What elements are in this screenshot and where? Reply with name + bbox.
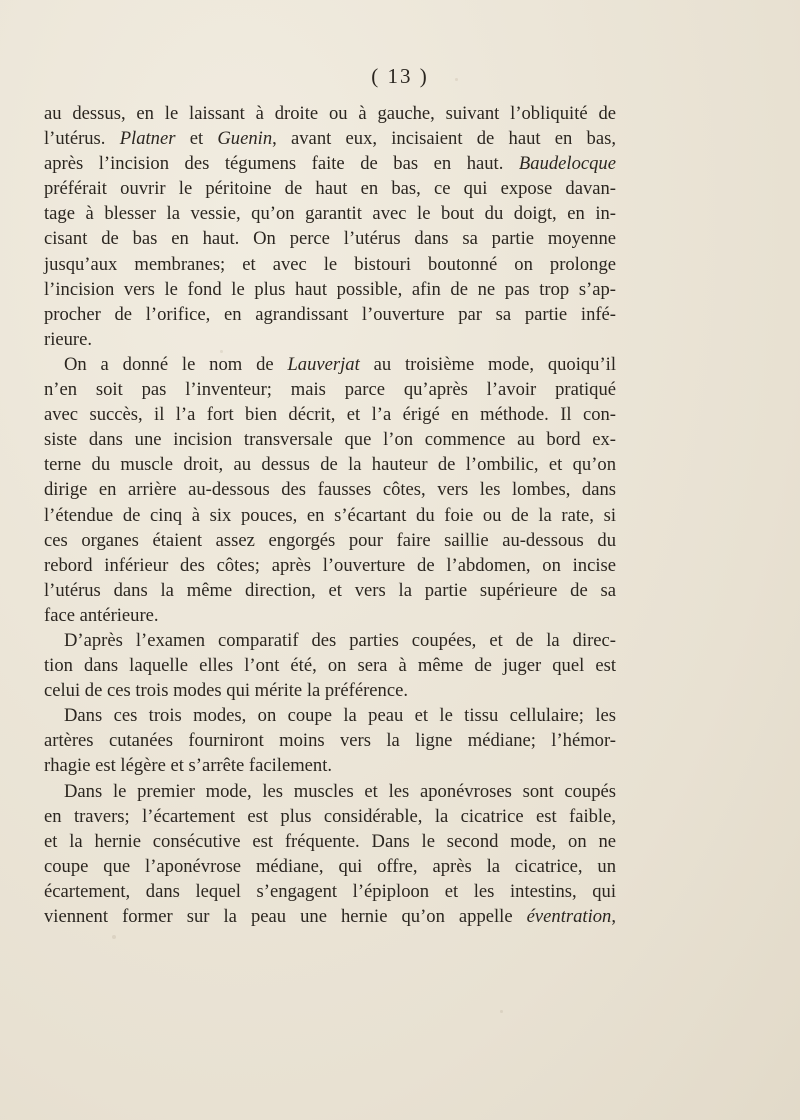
text-line [44, 352, 616, 377]
text-segment: tage à blesser la vessie, qu’on garantit avec le bout du doigt, en in- [44, 203, 616, 225]
text-segment: terne du muscle droit, au dessus de la hauteur de l’ombilic, et qu’on [44, 454, 616, 476]
text-segment: l’incision vers le fond le plus haut possible, afin de ne pas trop s’ap- [44, 278, 616, 300]
text-line [44, 452, 616, 477]
text-segment: , avant eux, incisaient de haut en bas, [272, 128, 616, 150]
text-segment: et la hernie consécutive est fréquente. Dans le second mode, on ne [44, 830, 616, 852]
text-line [44, 327, 616, 352]
italic-name: Lauverjat [287, 353, 360, 375]
text-segment: écartement, dans lequel s’engagent l’épiploon et les intestins, qui [44, 880, 616, 902]
text-segment: préférait ouvrir le péritoine de haut en bas, ce qui expose davan- [44, 178, 616, 200]
text-line [44, 528, 616, 553]
text-segment: procher de l’orifice, en agrandissant l’ouverture par sa partie infé- [44, 303, 616, 325]
text-segment: dirige en arrière au-dessous des fausses côtes, vers les lombes, dans [44, 479, 616, 501]
text-segment: siste dans une incision transversale que l’on commence au bord ex- [44, 429, 616, 451]
text-segment: jusqu’aux membranes; et avec le bistouri boutonné on prolonge [44, 253, 616, 275]
italic-name: Platner [119, 128, 176, 150]
text-segment: n’en soit pas l’inventeur; mais parce qu’après l’avoir pratiqué [44, 379, 616, 401]
text-segment: D’après l’examen comparatif des parties coupées, et de la direc- [64, 629, 616, 651]
text-line [44, 904, 616, 929]
text-line [44, 779, 616, 804]
text-line [44, 603, 616, 628]
text-line [44, 226, 616, 251]
text-segment: au dessus, en le laissant à droite ou à gauche, suivant l’obliquité de [44, 103, 616, 124]
text-segment: au troisième mode, quoiqu’il [359, 353, 616, 375]
text-line [44, 829, 616, 854]
text-line [44, 553, 616, 578]
text-line [44, 176, 616, 201]
text-segment: face antérieure. [44, 604, 159, 626]
text-segment: tion dans laquelle elles l’ont été, on sera à même de juger quel est [44, 655, 616, 677]
text-segment: l’utérus dans la même direction, et vers la partie supérieure de sa [44, 579, 616, 601]
text-line [44, 653, 616, 678]
text-segment: ces organes étaient assez engorgés pour faire saillie au-dessous du [44, 529, 616, 551]
text-line [44, 377, 616, 402]
text-segment: après l’incision des tégumens faite de bas en haut. [44, 153, 519, 175]
text-segment: artères cutanées fourniront moins vers la ligne médiane; l’hémor- [44, 730, 616, 752]
text-line [44, 126, 616, 151]
text-segment: cisant de bas en haut. On perce l’utérus dans sa partie moyenne [44, 228, 616, 250]
text-line [44, 252, 616, 277]
text-segment: et [175, 128, 218, 150]
text-line [44, 101, 616, 126]
text-segment: rhagie est légère et s’arrête facilement. [44, 755, 333, 777]
text-line [44, 503, 616, 528]
text-line [44, 728, 616, 753]
text-line [44, 201, 616, 226]
text-line [44, 628, 616, 653]
text-segment: l’utérus. [44, 128, 120, 150]
italic-name: Guenin [217, 128, 273, 150]
paper-speck [112, 935, 116, 939]
text-line [44, 678, 616, 703]
text-segment: viennent former sur la peau une hernie qu’on appelle [44, 906, 527, 927]
body-text [44, 101, 616, 929]
text-segment: l’étendue de cinq à six pouces, en s’écartant du foie ou de la rate, si [44, 504, 616, 526]
text-segment: On a donné le nom de [64, 353, 288, 375]
text-segment: en travers; l’écartement est plus considérable, la cicatrice est faible, [44, 805, 616, 827]
page-number: ( 13 ) [371, 64, 429, 88]
text-segment: Dans ces trois modes, on coupe la peau et le tissu cellulaire; les [64, 705, 616, 727]
text-line [44, 804, 616, 829]
text-line [44, 277, 616, 302]
text-segment: avec succès, il l’a fort bien décrit, et l’a érigé en méthode. Il con- [44, 404, 616, 426]
text-segment: Dans le premier mode, les muscles et les aponévroses sont coupés [64, 780, 616, 802]
text-line [44, 854, 616, 879]
italic-name: Baudelocque [518, 153, 616, 175]
text-segment: celui de ces trois modes qui mérite la préférence. [44, 680, 408, 702]
text-line [44, 302, 616, 327]
italic-name: éventration [526, 906, 612, 927]
text-line [44, 477, 616, 502]
text-segment: rebord inférieur des côtes; après l’ouverture de l’abdomen, on incise [44, 554, 616, 576]
text-segment: coupe que l’aponévrose médiane, qui offre, après la cicatrice, un [44, 855, 616, 877]
text-line [44, 578, 616, 603]
text-line [44, 703, 616, 728]
paper-speck [500, 1010, 503, 1013]
text-segment: rieure. [44, 328, 93, 350]
text-line [44, 151, 616, 176]
text-line [44, 879, 616, 904]
text-line [44, 753, 616, 778]
text-segment: , [611, 906, 616, 927]
text-line [44, 402, 616, 427]
text-line [44, 427, 616, 452]
